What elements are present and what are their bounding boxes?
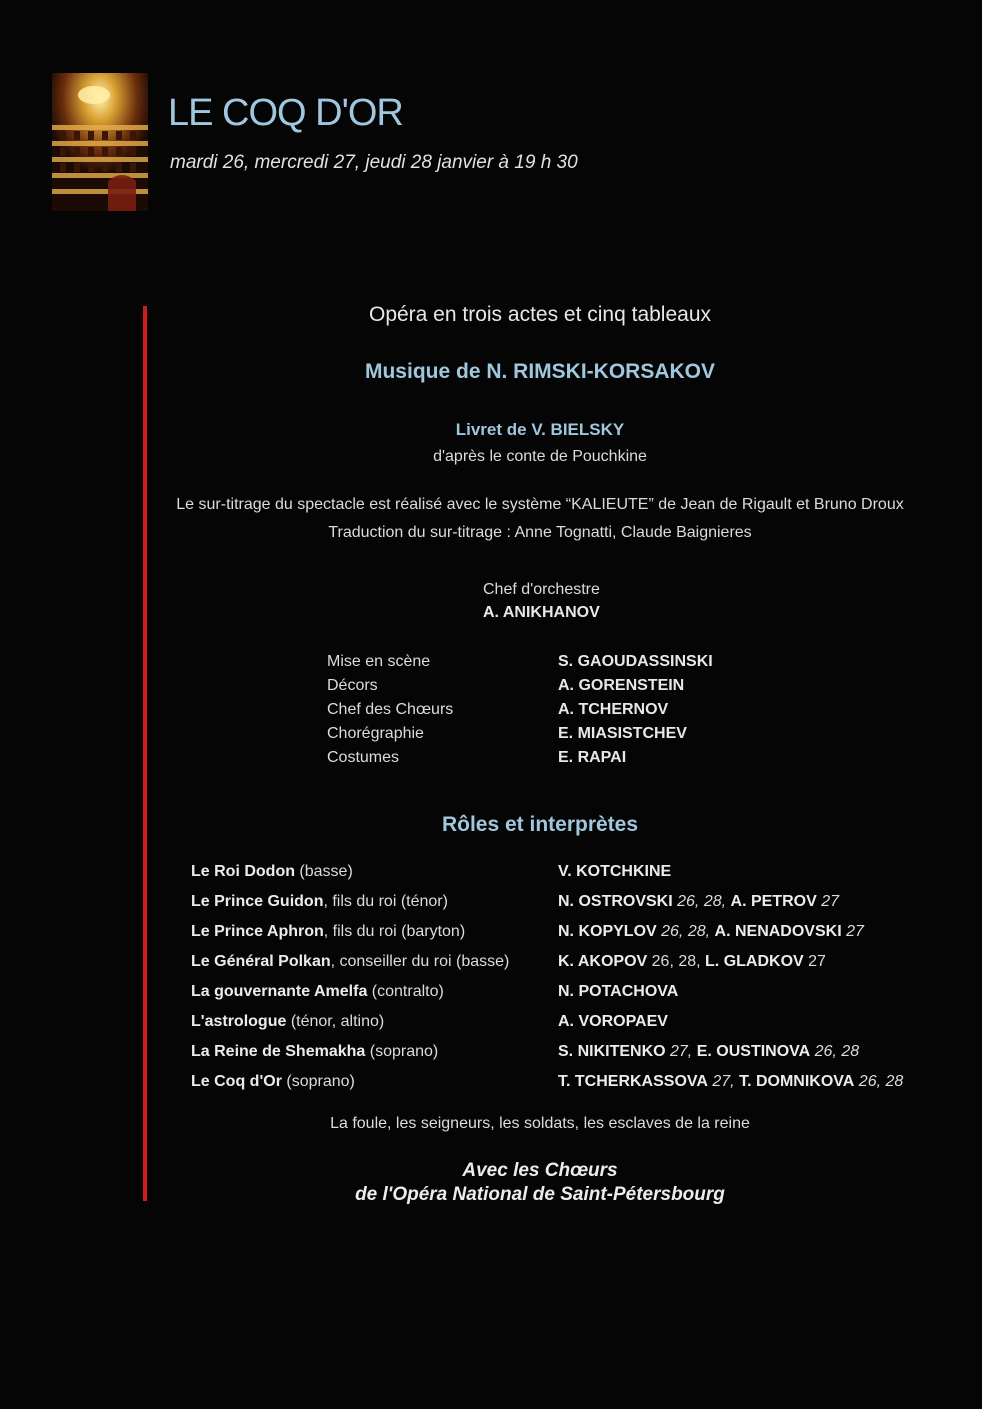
cast-role xyxy=(191,953,509,971)
singer-dates: 27, xyxy=(665,1043,697,1060)
crew-name: E. MIASISTCHEV xyxy=(558,725,687,742)
chorus-credit-line-2: de l'Opéra National de Saint-Pétersbourg xyxy=(355,1184,725,1205)
chorus-roles-note: La foule, les seigneurs, les soldats, les esclaves de la reine xyxy=(330,1115,750,1132)
role-description: (soprano) xyxy=(365,1043,439,1060)
cast-role xyxy=(191,863,353,881)
cast-singers xyxy=(558,893,839,911)
singer-name: A. PETROV xyxy=(730,893,817,910)
role-name: Le Prince Aphron xyxy=(191,923,324,940)
role-description: (ténor, altino) xyxy=(286,1013,385,1030)
singer-name: E. OUSTINOVA xyxy=(696,1043,811,1060)
role-name: Le Général Polkan xyxy=(191,953,331,970)
role-name: L'astrologue xyxy=(191,1013,287,1030)
role-description: (soprano) xyxy=(281,1073,355,1090)
cast-singers xyxy=(558,1073,903,1091)
singer-name: N. KOPYLOV xyxy=(558,923,657,940)
conductor-name: A. ANIKHANOV xyxy=(483,604,600,621)
singer-name: A. VOROPAEV xyxy=(558,1013,668,1030)
singer-dates: 26, 28, xyxy=(672,893,731,910)
crew-name: E. RAPAI xyxy=(558,749,627,766)
role-description: , conseiller du roi (basse) xyxy=(330,953,510,970)
singer-dates: 26, 28, xyxy=(647,953,706,970)
chorus-credit-line-1: Avec les Chœurs xyxy=(462,1160,618,1181)
singer-dates: 27 xyxy=(816,893,839,910)
role-name: La Reine de Shemakha xyxy=(191,1043,366,1060)
cast-singers xyxy=(558,863,671,881)
singer-dates: 27 xyxy=(841,923,864,940)
source-credit: d'après le conte de Pouchkine xyxy=(433,448,647,465)
crew-name: A. GORENSTEIN xyxy=(558,677,685,694)
singer-dates: 26, 28 xyxy=(810,1043,860,1060)
role-description: , fils du roi (baryton) xyxy=(323,923,466,940)
singer-dates: 27, xyxy=(707,1073,740,1090)
singer-name: K. AKOPOV xyxy=(558,953,648,970)
cast-role xyxy=(191,1073,355,1091)
surtitles-translation-credit: Traduction du sur-titrage : Anne Tognatti, Claude Baignieres xyxy=(328,524,752,541)
singer-name: S. NIKITENKO xyxy=(558,1043,666,1060)
singer-name: N. OSTROVSKI xyxy=(558,893,673,910)
singer-name: N. POTACHOVA xyxy=(558,983,679,1000)
cast-singers xyxy=(558,983,678,1001)
cast-role xyxy=(191,1043,438,1061)
cast-role xyxy=(191,983,444,1001)
surtitles-credit: Le sur-titrage du spectacle est réalisé avec le système “KALIEUTE” de Jean de Rigault et Bruno Droux xyxy=(176,496,904,513)
opera-subtitle: Opéra en trois actes et cinq tableaux xyxy=(368,303,712,326)
role-description: (contralto) xyxy=(367,983,444,1000)
singer-name: A. NENADOVSKI xyxy=(714,923,842,940)
singer-dates: 27 xyxy=(803,953,826,970)
crew-role: Chorégraphie xyxy=(327,725,424,742)
singer-name: T. DOMNIKOVA xyxy=(739,1073,855,1090)
cast-role xyxy=(191,923,465,941)
singer-name: V. KOTCHKINE xyxy=(558,863,672,880)
cast-heading: Rôles et interprètes xyxy=(441,813,639,836)
conductor-label: Chef d'orchestre xyxy=(483,581,600,598)
role-name: La gouvernante Amelfa xyxy=(191,983,368,1000)
opera-title: LE COQ D'OR xyxy=(168,92,403,134)
role-name: Le Coq d'Or xyxy=(191,1073,282,1090)
red-divider-bar xyxy=(143,306,147,1201)
role-description: , fils du roi (ténor) xyxy=(323,893,448,910)
libretto-credit: Livret de V. BIELSKY xyxy=(455,420,625,439)
cast-singers xyxy=(558,1013,668,1031)
crew-role: Chef des Chœurs xyxy=(327,701,454,718)
performance-dates: mardi 26, mercredi 27, jeudi 28 janvier à 19 h 30 xyxy=(170,152,578,173)
crew-name: A. TCHERNOV xyxy=(558,701,669,718)
opera-house-photo xyxy=(52,73,148,211)
crew-name: S. GAOUDASSINSKI xyxy=(558,653,713,670)
composer-credit: Musique de N. RIMSKI-KORSAKOV xyxy=(364,360,716,383)
cast-singers xyxy=(558,953,826,971)
cast-singers xyxy=(558,1043,859,1061)
role-name: Le Prince Guidon xyxy=(191,893,324,910)
singer-dates: 26, 28, xyxy=(656,923,715,940)
crew-role: Mise en scène xyxy=(327,653,431,670)
role-description: (basse) xyxy=(294,863,353,880)
cast-role xyxy=(191,1013,384,1031)
crew-role: Décors xyxy=(327,677,378,694)
cast-singers xyxy=(558,923,864,941)
role-name: Le Roi Dodon xyxy=(191,863,295,880)
singer-dates: 26, 28 xyxy=(854,1073,904,1090)
cast-role xyxy=(191,893,448,911)
crew-role: Costumes xyxy=(327,749,400,766)
singer-name: L. GLADKOV xyxy=(705,953,804,970)
singer-name: T. TCHERKASSOVA xyxy=(558,1073,708,1090)
